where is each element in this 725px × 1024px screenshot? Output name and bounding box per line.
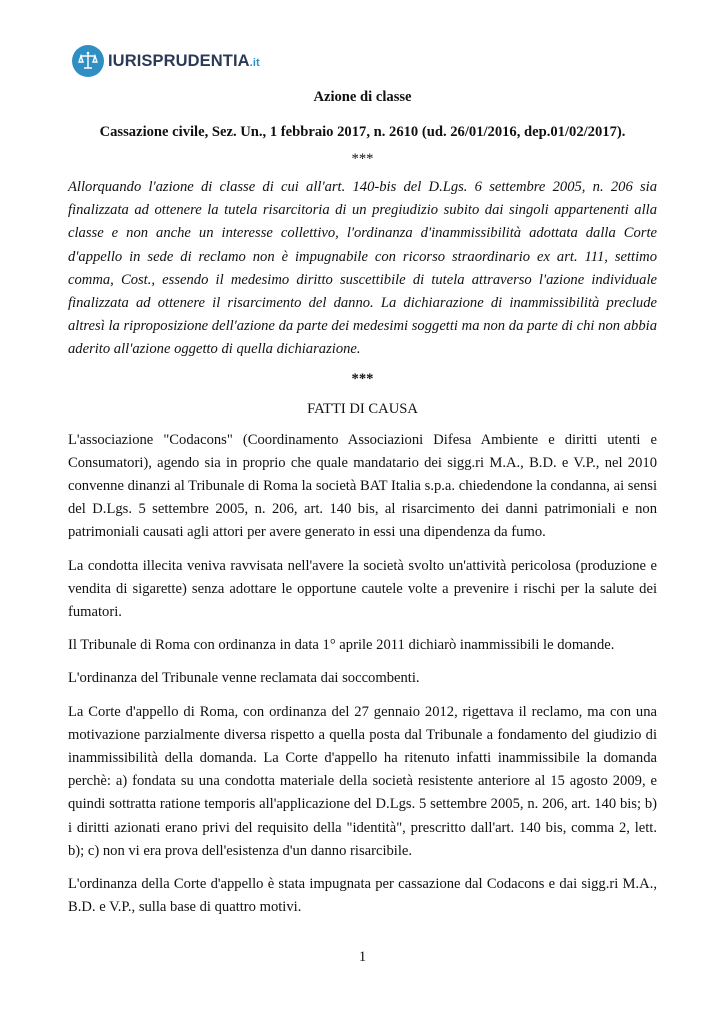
site-logo[interactable]	[72, 44, 260, 78]
body-paragraph: L'ordinanza della Corte d'appello è stata impugnata per cassazione dal Codacons e dai sigg.ri M.A., B.D. e V.P., sulla base di quattro motivi.	[68, 876, 657, 916]
separator-stars-bold: ***	[351, 370, 374, 387]
body-paragraph: La condotta illecita veniva ravvisata nell'avere la società svolto un'attività pericolosa (produzione e vendita di sigarette) senza adottare le opportune cautele volte a prevenire i rischi per la salute dei fumatori.	[68, 557, 657, 621]
logo-domain-suffix: .it	[249, 56, 260, 69]
body-paragraph: L'ordinanza del Tribunale venne reclamata dai soccombenti.	[68, 670, 420, 687]
scales-of-justice-icon	[72, 45, 104, 77]
body-paragraph: La Corte d'appello di Roma, con ordinanza del 27 gennaio 2012, rigettava il reclamo, ma con una motivazione parzialmente diversa rispetto a quella posta dal Tribunale a fondamento del giudizio di inammissibilità della domanda. La Corte d'appello ha ritenuto infatti inammissibile la domanda perchè: a) fondata su una condotta materiale della società resistente anteriore al 15 agosto 2009, e quindi sottratta ratione temporis all'applicazione del D.Lgs. 5 settembre 2005, n. 206, art. 140 bis; b) i diritti azionati erano privi del requisito della "identità", prescritto dall'art. 140 bis, comma 2, lett. b); c) non vi era prova dell'esistenza d'un danno risarcibile.	[68, 703, 657, 859]
separator-stars: ***	[351, 151, 374, 167]
body-paragraph: Il Tribunale di Roma con ordinanza in data 1° aprile 2011 dichiarò inammissibili le domande.	[68, 637, 615, 654]
headnote-summary: Allorquando l'azione di classe di cui all'art. 140-bis del D.Lgs. 6 settembre 2005, n. 206 sia finalizzata ad ottenere la tutela risarcitoria di un pregiudizio subito dai singoli appartenenti alla classe e non anche un interesse collettivo, l'ordinanza d'inammissibilità adottata dalla Corte d'appello in sede di reclamo non è impugnabile con ricorso straordinario ex art. 111, settimo comma, Cost., essendo il medesimo diritto suscettibile di tutela attraverso l'azione individuale finalizzata ad ottenere il risarcimento del danno. La dichiarazione di inammissibilità preclude altresì la riproposizione dell'azione da parte dei medesimi soggetti ma non da parte di chi non abbia aderito all'azione oggetto di quella dichiarazione.	[68, 179, 657, 358]
document-subtitle: Cassazione civile, Sez. Un., 1 febbraio 2017, n. 2610 (ud. 26/01/2016, dep.01/02/2017).	[99, 124, 626, 140]
section-heading: FATTI DI CAUSA	[307, 400, 418, 417]
body-paragraph: L'associazione "Codacons" (Coordinamento Associazioni Difesa Ambiente e diritti utenti e Consumatori), agendo sia in proprio che quale mandatario dei sigg.ri M.A., B.D. e V.P., nel 2010 convenne dinanzi al Tribunale di Roma la società BAT Italia s.p.a. chiedendone la condanna, ai sensi del D.Lgs. 5 settembre 2005, n. 206, art. 140 bis, al risarcimento dei danni patrimoniali e non patrimoniali causati agli attori per avere generato in essi una dipendenza da fumo.	[68, 431, 657, 541]
document-body	[68, 87, 657, 919]
logo-name: IURISPRUDENTIA	[108, 51, 250, 70]
logo-wordmark	[108, 52, 260, 71]
document-title: Azione di classe	[313, 89, 412, 105]
page-number: 1	[358, 949, 367, 965]
